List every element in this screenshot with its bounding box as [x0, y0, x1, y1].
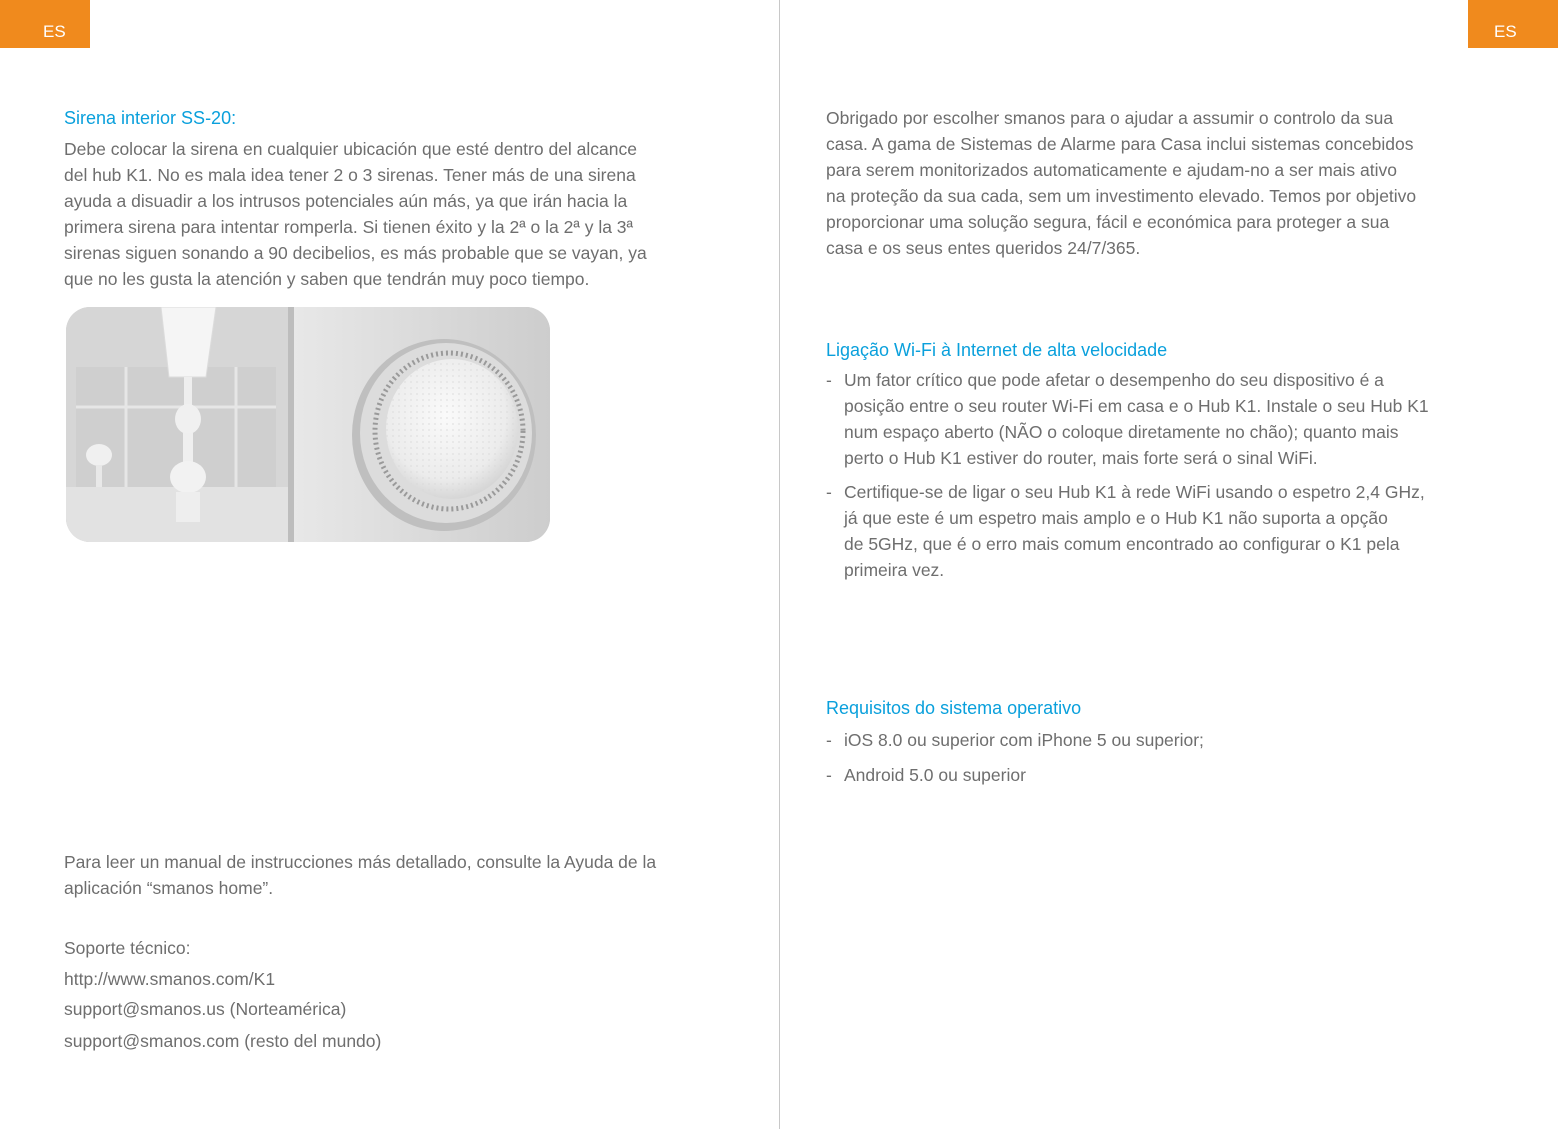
siren-photo: [66, 307, 550, 542]
support-label: Soporte técnico:: [64, 938, 191, 958]
os-bullet-1-text: [844, 727, 1204, 753]
os-title: Requisitos do sistema operativo: [826, 698, 1082, 718]
bullet-dash: -: [826, 482, 832, 502]
wifi-bullet-line: primeira vez.: [844, 560, 945, 580]
siren-line: sirenas siguen sonando a 90 decibelios, es más probable que se vayan, ya: [64, 243, 647, 263]
os-bullet-line: Android 5.0 ou superior: [844, 765, 1026, 785]
wifi-title: Ligação Wi-Fi à Internet de alta velocidade: [826, 340, 1168, 360]
support-email-na-link[interactable]: support@smanos.us (Norteamérica): [64, 999, 347, 1019]
intro-line: Obrigado por escolher smanos para o ajudar a assumir o controlo da sua: [826, 108, 1394, 128]
intro-paragraph: [826, 105, 1416, 261]
language-tab-right: ES: [1468, 0, 1558, 48]
siren-line: Debe colocar la sirena en cualquier ubicación que esté dentro del alcance: [64, 139, 638, 159]
siren-title: Sirena interior SS-20:: [64, 108, 237, 128]
language-tab-left: ES: [0, 0, 90, 48]
wifi-bullet-line: perto o Hub K1 estiver do router, mais forte será o sinal WiFi.: [844, 448, 1318, 468]
manual-line: Para leer un manual de instrucciones más detallado, consulte la Ayuda de la: [64, 852, 657, 872]
wifi-bullet-2-text: [844, 479, 1425, 583]
wifi-bullet-line: de 5GHz, que é o erro mais comum encontrado ao configurar o K1 pela: [844, 534, 1400, 554]
siren-line: primera sirena para intentar romperla. Si tienen éxito y la 2ª o la 2ª y la 3ª: [64, 217, 634, 237]
intro-line: para serem monitorizados automaticamente e ajudam-no a ser mais ativo: [826, 160, 1397, 180]
os-bullet-line: iOS 8.0 ou superior com iPhone 5 ou superior;: [844, 730, 1204, 750]
bullet-dash: -: [826, 730, 832, 750]
wifi-bullet-line: Um fator crítico que pode afetar o desempenho do seu dispositivo é a: [844, 370, 1384, 390]
manual-line: aplicación “smanos home”.: [64, 878, 274, 898]
bullet-dash: -: [826, 370, 832, 390]
intro-line: casa. A gama de Sistemas de Alarme para Casa inclui sistemas concebidos: [826, 134, 1414, 154]
siren-paragraph: [64, 136, 647, 292]
wifi-bullet-line: num espaço aberto (NÃO o coloque diretamente no chão); quanto mais: [844, 422, 1399, 442]
manual-paragraph: [64, 849, 656, 901]
bullet-dash: -: [826, 765, 832, 785]
wifi-bullet-line: já que este é um espetro mais amplo e o Hub K1 não suporta a opção: [844, 508, 1388, 528]
intro-line: na proteção da sua cada, sem um investimento elevado. Temos por objetivo: [826, 186, 1417, 206]
siren-photo-illustration: [66, 307, 550, 542]
page-divider: [779, 0, 780, 1129]
wifi-bullet-line: Certifique-se de ligar o seu Hub K1 à rede WiFi usando o espetro 2,4 GHz,: [844, 482, 1425, 502]
siren-line: del hub K1. No es mala idea tener 2 o 3 sirenas. Tener más de una sirena: [64, 165, 636, 185]
os-bullet-2-text: [844, 762, 1026, 788]
wifi-bullet-line: posição entre o seu router Wi-Fi em casa e o Hub K1. Instale o seu Hub K1: [844, 396, 1429, 416]
wifi-bullet-1-text: [844, 367, 1429, 471]
siren-line: que no les gusta la atención y saben que tendrán muy poco tiempo.: [64, 269, 590, 289]
intro-line: casa e os seus entes queridos 24/7/365.: [826, 238, 1141, 258]
support-email-world-link[interactable]: support@smanos.com (resto del mundo): [64, 1031, 382, 1051]
support-url-link[interactable]: http://www.smanos.com/K1: [64, 969, 276, 989]
siren-line: ayuda a disuadir a los intrusos potenciales aún más, ya que irán hacia la: [64, 191, 628, 211]
intro-line: proporcionar uma solução segura, fácil e económica para proteger a sua: [826, 212, 1390, 232]
